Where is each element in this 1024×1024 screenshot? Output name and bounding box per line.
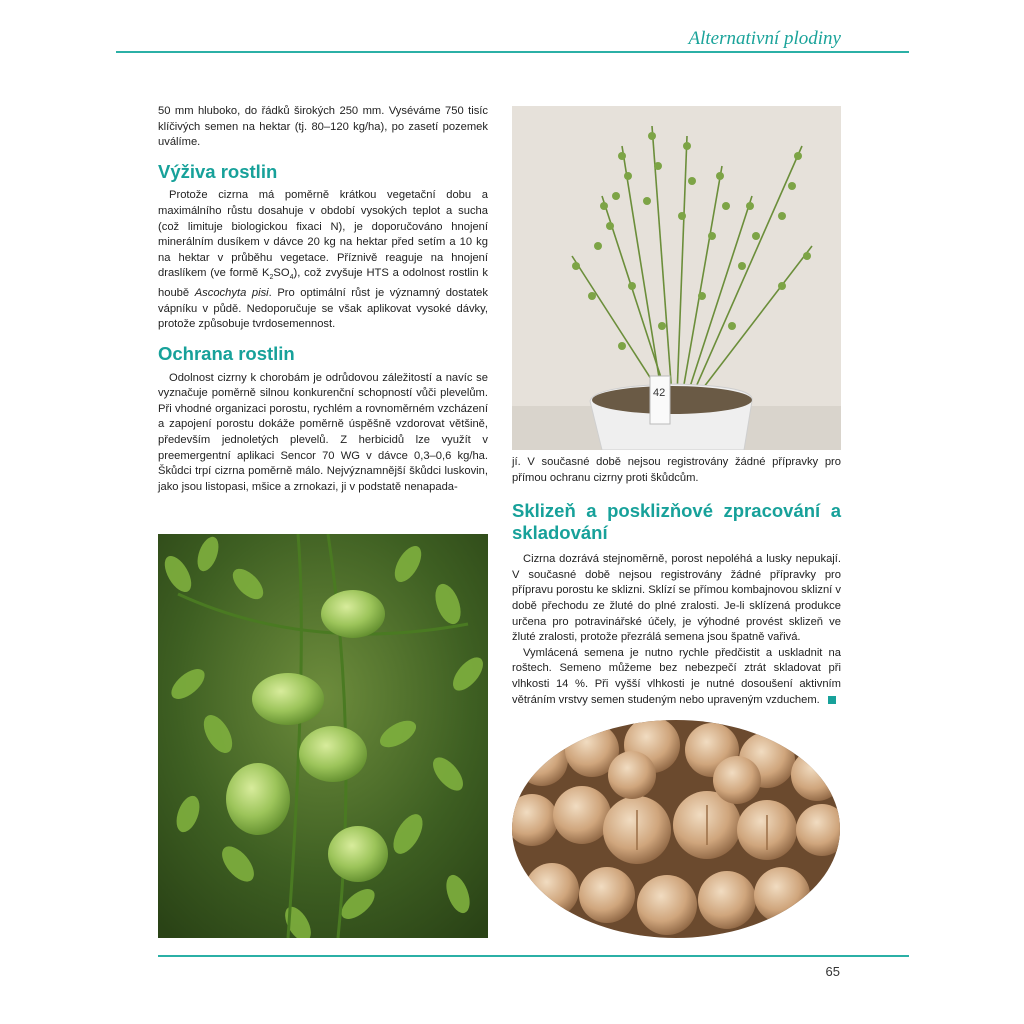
nutrition-paragraph: Protože cizrna má poměrně krátkou vegetační dobu a maximálního růstu dosahuje v období vysokých teplot a sucha (což limituje biologickou fixaci N), je doporučováno hnojení minerálním dusíkem v dávce 20 kg na hektar před setím a 10 kg na hektar v průběhu vegetace. Příznivě reaguje na hnojení draslíkem (ve formě $K_2SO_4$), což zvyšuje HTS a odolnost rostlin k houbě Ascochyta pisi. Pro optimální růst je významný dostatek vápníku v půdě. Nedoporučuje se však aplikovat vysoké dávky, protože způsobuje tvrdosemennost.: [158, 189, 489, 331]
potted-plant-illustration: [512, 106, 841, 450]
pot-label-text: 42: [653, 387, 666, 399]
header-rule: [116, 51, 909, 53]
section-heading-nutrition: Výživa rostlin: [158, 160, 278, 182]
harvest-paragraph-2: Vymlácená semena je nutno rychle předčistit a uskladnit na roštech. Semeno můžeme bez nebezpečí ztrát skladovat při vlhkosti 14 %. Při vyšší vlhkosti je nutné dosoušení aktivním větráním vrstvy semen studeným nebo upraveným vzduchem.: [512, 646, 841, 706]
pods-illustration: [158, 534, 488, 938]
right-text-column: [512, 455, 841, 708]
section-heading-harvest: Sklizeň a posklizňové zpracování a skladování: [512, 500, 841, 544]
intro-paragraph: 50 mm hluboko, do řádků širokých 250 mm. Vyséváme 750 tisíc klíčivých semen na hektar (tj. 80–120 kg/ha), po zasetí pozemek uválíme.: [158, 105, 488, 149]
page-number: 65: [825, 964, 840, 979]
section-end-marker: [828, 696, 836, 704]
right-continuation-paragraph: jí. V současné době nejsou registrovány žádné přípravky pro přímou ochranu cizrny proti škůdcům.: [512, 456, 841, 484]
left-text-column: [158, 104, 488, 495]
chickpea-seeds-photo: [512, 720, 841, 938]
protection-paragraph: Odolnost cizrny k chorobám je odrůdovou záležitostí a navíc se vyznačuje poměrně silnou konkurenční schopností vůči plevelům. Při vhodné organizaci porostu, rychlém a rovnoměrném vzcházení a zapojení porostu dokáže poměrně úspěšně vzdorovat většině, především jednoletých plevelů. Z herbicidů lze využít v preemergentní aplikaci Sencor 70 WG v dávce 0,3–0,6 kg/ha. Škůdci trpí cizrna poměrně málo. Nejvýznamnější škůdci luskovin, jako jsou listopasi, mšice a zrnokazi, ji v podstatě nenapada-: [158, 371, 488, 493]
footer-rule: [158, 955, 909, 957]
section-heading-protection: Ochrana rostlin: [158, 342, 295, 364]
running-header-title: Alternativní plodiny: [688, 28, 841, 49]
chickpea-pods-photo: [158, 534, 488, 938]
potted-chickpea-photo: [512, 106, 841, 450]
harvest-paragraph-1: Cizrna dozrává stejnoměrně, porost nepoléhá a lusky nepukají. V současné době nejsou registrovány žádné přípravky pro přípravu porostu ke sklizni. Sklízí se přímou kombajnovou sklizní v době přechodu ze žluté do plné zralosti. Je-li sklízená produkce určena pro potravinářské účely, je výhodné provést sklizeň ve žluté zralosti, protože přezrálá semena jsou špatně vařivá.: [512, 553, 841, 644]
seeds-illustration: [512, 720, 841, 938]
